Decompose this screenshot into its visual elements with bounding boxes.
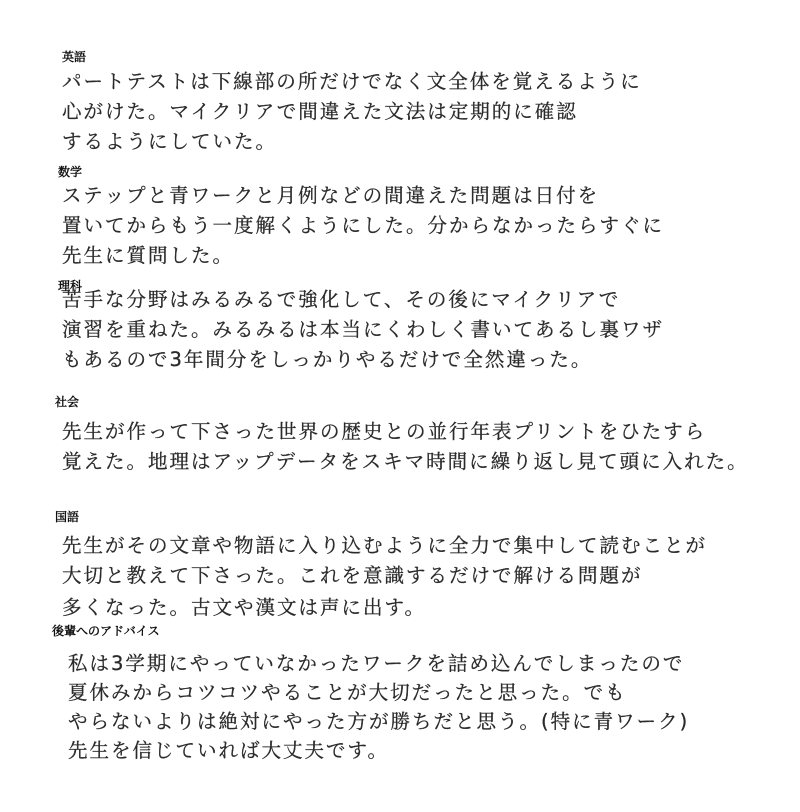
section-heading-english: 英語 (62, 50, 87, 64)
advice-line-4: 先生を信じていれば大丈夫です。 (68, 739, 389, 762)
english-line-1: パートテストは下線部の所だけでなく文全体を覚えるように (62, 70, 642, 93)
japanese-line-3: 多くなった。古文や漢文は声に出す。 (62, 596, 426, 619)
section-heading-science: 理科 (58, 279, 83, 293)
social-line-2: 覚えた。地理はアップデータをスキマ時間に繰り返し見て頭に入れた。 (62, 450, 749, 473)
science-line-1: 苦手な分野はみるみるで強化して、その後にマイクリアで (62, 288, 621, 311)
math-line-3: 先生に質問した。 (62, 244, 235, 267)
math-line-2: 置いてからもう一度解くようにした。分からなかったらすぐに (62, 214, 665, 237)
section-heading-math: 数学 (58, 165, 83, 179)
english-line-3: するようにしていた。 (62, 130, 278, 153)
math-line-1: ステップと青ワークと月例などの間違えた問題は日付を (62, 184, 600, 207)
japanese-line-1: 先生がその文章や物語に入り込むように全力で集中して読むことが (62, 534, 708, 557)
social-line-1: 先生が作って下さった世界の歴史との並行年表プリントをひたすら (62, 420, 707, 443)
advice-line-3: やらないよりは絶対にやった方が勝ちだと思う。(特に青ワーク) (68, 710, 690, 733)
science-line-3: もあるので3年間分をしっかりやるだけで全然違った。 (62, 348, 593, 371)
section-heading-social-studies: 社会 (55, 395, 80, 409)
advice-line-1: 私は3学期にやっていなかったワークを詰め込んでしまったので (68, 652, 685, 675)
section-heading-advice: 後輩へのアドバイス (52, 624, 160, 638)
japanese-line-2: 大切と教えて下さった。これを意識するだけで解ける問題が (62, 564, 643, 587)
science-line-2: 演習を重ねた。みるみるは本当にくわしく書いてあるし裏ワザ (62, 318, 665, 341)
section-heading-japanese: 国語 (55, 510, 80, 524)
english-line-2: 心がけた。マイクリアで間違えた文法は定期的に確認 (62, 100, 578, 123)
advice-line-2: 夏休みからコツコツやることが大切だったと思った。でも (68, 681, 627, 704)
